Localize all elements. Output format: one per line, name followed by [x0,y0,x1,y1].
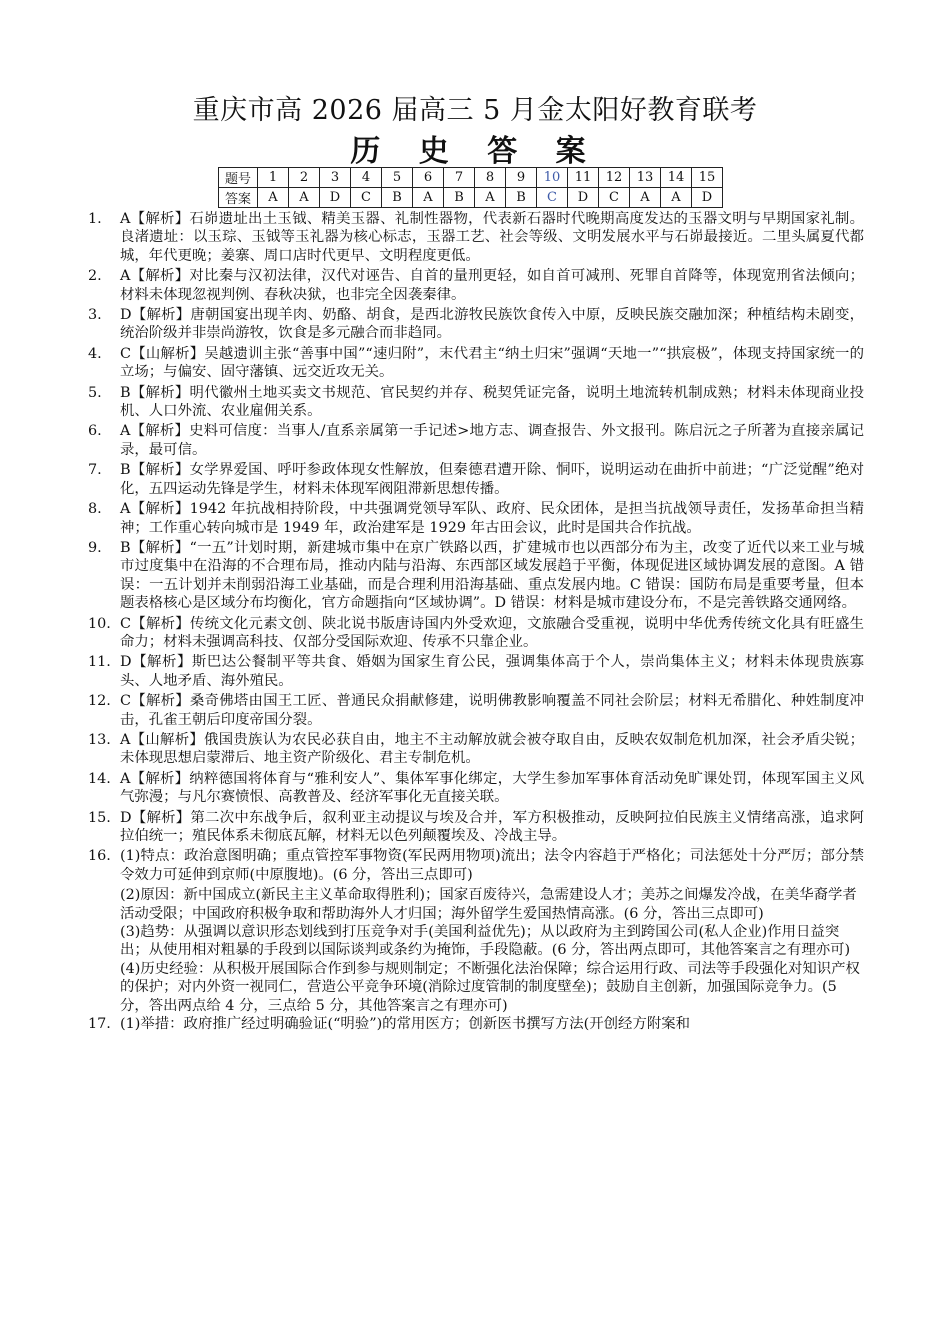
question-number: 9 [506,168,537,188]
question-number: 3 [320,168,351,188]
answer-cell: B [382,188,413,208]
answer-subitem: (4)历史经验：从积极开展国际合作到参与规则制定；不断强化法治保障；综合运用行政、司法等手段强化对知识产权的保护；对内外资一视同仁，营造公平竞争环境(消除过度管制的制度壁垒)；鼓励自主创新，加强国际竞争力。(5 分，答出两点给 4 分，三点给 5 分，其他答案言之有理亦可) [120,960,860,1014]
question-number: 8 [475,168,506,188]
answer-item [88,539,864,613]
item-number: 9. [88,539,102,556]
answer-table-number-row [219,168,723,188]
item-number: 15. [88,809,111,826]
item-number: 4. [88,345,102,362]
item-number: 6. [88,423,102,440]
question-number: 6 [413,168,444,188]
item-text: D【解析】斯巴达公餐制平等共食、婚姻为国家生育公民，强调集体高于个人，崇尚集体主义；材料未体现贵族寡头、人地矛盾、海外殖民。 [120,654,864,689]
item-text: B【解析】“一五”计划时期，新建城市集中在京广铁路以西，扩建城市也以西部分布为主，改变了近代以来工业与城市过度集中在沿海的不合理布局，推动内陆与沿海、东西部区域发展趋于平衡，体现促进区域协调发展的意图。A 错误：一五计划并未削弱沿海工业基础，而是合理利用沿海基础、重点发展内地。C 错误：国防布局是重要考量，但本题表格核心是区域分布均衡化，官方命题指向“区域协调”。D 错误：材料是城市建设分布，不是完善铁路交通网络。 [120,539,864,612]
item-number: 10. [88,615,111,632]
item-number: 2. [88,268,102,285]
answer-explanations [88,210,864,1035]
answer-cell: C [351,188,382,208]
answer-row-label: 答案 [219,188,258,208]
answer-cell: D [320,188,351,208]
answer-item [88,653,864,690]
answer-item [88,306,864,343]
answer-item [88,210,864,265]
answer-item [88,267,864,304]
answer-item [88,692,864,729]
question-number: 10 [537,168,568,188]
item-text: C【解析】桑奇佛塔由国王工匠、普通民众捐献修建，说明佛教影响覆盖不同社会阶层；材料无希腊化、种姓制度冲击，孔雀王朝后印度帝国分裂。 [120,693,864,728]
answer-cell: A [475,188,506,208]
answer-item [88,731,864,768]
answer-item [88,500,864,537]
answer-cell: C [599,188,630,208]
page-title: 重庆市高 2026 届高三 5 月金太阳好教育联考 [192,95,758,126]
answer-table-answer-row [219,188,723,208]
answer-cell: A [413,188,444,208]
item-text: C【山解析】吴越遗训主张“善事中国”“速归附”，末代君主“纳土归宋”强调“天地一”“拱宸极”，体现支持国家统一的立场；与偏安、固守藩镇、远交近攻无关。 [120,345,864,381]
item-number: 3. [88,307,102,324]
answer-table [218,167,723,208]
question-number: 4 [351,168,382,188]
question-number: 5 [382,168,413,188]
item-text: C【解析】传统文化元素文创、陕北说书版唐诗国内外受欢迎，文旅融合受重视，说明中华优秀传统文化具有旺盛生命力；材料未强调高科技、仅部分受国际欢迎、传承不只靠企业。 [120,615,864,650]
question-number: 13 [630,168,661,188]
answer-item [88,809,864,846]
item-number: 11. [88,654,111,671]
item-text: B【解析】明代徽州土地买卖文书规范、官民契约并存、税契凭证完备，说明土地流转机制成熟；材料未体现商业投机、人口外流、农业雇佣关系。 [120,384,864,420]
answer-item [88,615,864,652]
answer-item [88,384,864,421]
item-number: 7. [88,462,102,479]
item-text: (1)特点：政治意图明确；重点管控军事物资(军民两用物项)流出；法令内容趋于严格化；司法惩处十分严厉；部分禁令效力可延伸到京师(中原腹地)。(6 分，答出三点即可) [120,848,864,883]
question-number: 11 [568,168,599,188]
item-number: 8. [88,501,102,518]
answer-cell: A [661,188,692,208]
question-number: 1 [258,168,289,188]
item-text: (1)举措：政府推广经过明确验证(“明验”)的常用医方；创新医书撰写方法(开创经方附案和 [120,1016,691,1033]
answer-item [88,1015,864,1033]
question-number: 12 [599,168,630,188]
item-number: 16. [88,848,111,865]
answer-cell: D [692,188,723,208]
item-text: D【解析】唐朝国宴出现羊肉、奶酪、胡食，是西北游牧民族饮食传入中原，反映民族交融加深；种植结构未剧变，统治阶级并非崇尚游牧，饮食是多元融合而非趋同。 [120,307,864,342]
answer-cell: B [506,188,537,208]
item-text: A【解析】对比秦与汉初法律，汉代对诬告、自首的量刑更轻，如自首可减刑、死罪自首降等，体现宽刑省法倾向；材料未体现忽视判例、春秋决狱，也非完全因袭秦律。 [120,268,864,303]
item-text: D【解析】第二次中东战争后，叙利亚主动提议与埃及合并，军方积极推动，反映阿拉伯民族主义情绪高涨，追求阿拉伯统一；殖民体系未彻底瓦解，材料无以色列颠覆埃及、冷战主导。 [120,809,864,844]
item-number: 5. [88,384,102,401]
answer-cell: A [258,188,289,208]
answer-subitem: (3)趋势：从强调以意识形态划线到打压竞争对手(美国利益优先)；从以政府为主到跨国公司(私人企业)作用日益突出；从使用相对粗暴的手段到以国际谈判或条约为掩饰，手段隐蔽。(6 分，答出两点即可，其他答案言之有理亦可) [120,924,851,959]
item-text: A【山解析】俄国贵族认为农民必获自由，地主不主动解放就会被夺取自由，反映农奴制危机加深，社会矛盾尖锐；未体现思想启蒙滞后、地主资产阶级化、君主专制危机。 [120,731,864,767]
item-text: B【解析】女学界爱国、呼吁参政体现女性解放，但秦德君遭开除、恫吓，说明运动在曲折中前进；“广泛觉醒”绝对化，五四运动先锋是学生，材料未体现军阀阻滞新思想传播。 [120,462,864,497]
question-number: 2 [289,168,320,188]
number-row-label: 题号 [219,168,258,188]
answer-cell: C [537,188,568,208]
item-text: A【解析】1942 年抗战相持阶段，中共强调党领导军队、政府、民众团体，是担当抗战领导责任，发扬革命担当精神；工作重心转向城市是 1949 年，政治建军是 1929 年古田会议，此时是国共合作抗战。 [120,501,864,536]
item-number: 13. [88,731,111,748]
item-number: 1. [88,211,102,227]
item-number: 12. [88,693,111,710]
item-number: 17. [88,1016,111,1033]
item-number: 14. [88,770,111,787]
answer-cell: D [568,188,599,208]
item-text: A【解析】史料可信度：当事人/直系亲属第一手记述>地方志、调查报告、外文报刊。陈启沅之子所著为直接亲属记录，最可信。 [120,423,864,458]
answer-cell: A [289,188,320,208]
answer-item [88,461,864,498]
answer-subitem: (2)原因：新中国成立(新民主主义革命取得胜利)；国家百废待兴，急需建设人才；美苏之间爆发冷战，在美华裔学者活动受限；中国政府积极争取和帮助海外人才归国；海外留学生爱国热情高涨。(6 分，答出三点即可) [120,887,857,922]
question-number: 15 [692,168,723,188]
item-text: A【解析】纳粹德国将体育与“雅利安人”、集体军事化绑定，大学生参加军事体育活动免旷课处罚，体现军国主义风气弥漫；与凡尔赛愤恨、高教普及、经济军事化无直接关联。 [120,770,864,806]
answer-item [88,422,864,459]
item-text: A【解析】石峁遗址出土玉钺、精美玉器、礼制性器物，代表新石器时代晚期高度发达的玉器文明与早期国家礼制。良渚遗址：以玉琮、玉钺等玉礼器为核心标志，玉器工艺、社会等级、文明发展水平与石峁最接近。二里头属夏代都城，年代更晚；姜寨、周口店时代更早、文明程度更低。 [120,211,864,264]
answer-item [88,847,864,884]
question-number: 7 [444,168,475,188]
answer-item [88,770,864,807]
answer-cell: A [630,188,661,208]
subject-title: 历 史 答 案 [350,134,600,169]
question-number: 14 [661,168,692,188]
answer-item [88,345,864,382]
answer-cell: B [444,188,475,208]
